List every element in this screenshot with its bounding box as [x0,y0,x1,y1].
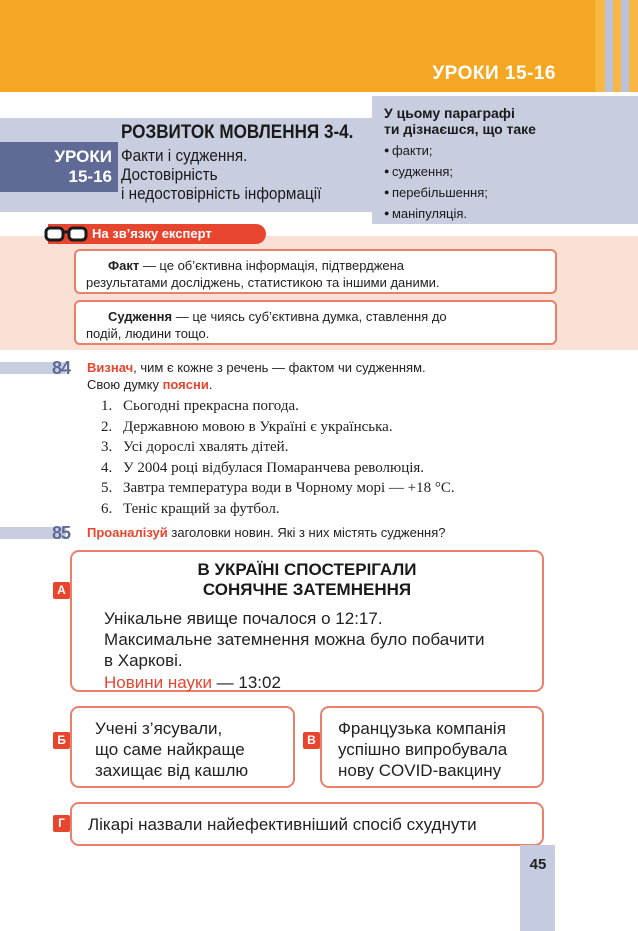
opinion-definition-text: — це чиясь суб’єктивна думка, ставлення до [172,309,447,324]
lesson-subtitle-line: Факти і судження. [121,146,248,165]
lesson-subtitle-line: і недостовірність інформації [121,184,322,203]
exercise-84-instruction-line1 [87,359,426,376]
exercise-85-instruction [87,524,445,541]
sentence-text: Теніс кращий за футбол. [123,500,280,517]
news-a-time: — 13:02 [211,673,281,692]
news-a-body-line: Максимальне затемнення можна було побачити [104,630,485,649]
news-tag-v: В [303,732,320,749]
header-side-strip [595,0,638,92]
news-a-headline-line: СОНЯЧНЕ ЗАТЕМНЕННЯ [202,580,412,599]
exercise-84-verb: поясни [162,377,209,392]
news-a-body-line: в Харкові. [104,651,183,670]
fact-definition-text: — це об’єктивна інформація, підтверджена [139,258,405,273]
paragraph-goals-intro-line: У цьому параграфі [384,105,515,121]
fact-definition-line2: результатами досліджень, статистикою та іншими даними. [86,275,440,290]
opinion-definition-box [74,300,557,345]
sentence-item [101,458,455,479]
glasses-icon [44,225,88,243]
exercise-84-instruction [87,359,426,393]
exercise-84-number: 84 [52,358,71,378]
sentence-text: Сьогодні прекрасна погода. [123,398,299,414]
sentence-text: Усі дорослі хвалять дітей. [123,439,289,455]
exercise-85-verb: Проаналізуй [87,525,168,540]
news-v-text [338,718,507,781]
sentence-text: У 2004 році відбулася Помаранчева революція. [123,459,425,476]
sentence-item [101,396,455,417]
sentence-text: Державною мовою в Україні є українська. [123,418,393,435]
news-card-v [320,706,544,788]
lesson-badge-line2: 15-16 [68,167,112,186]
opinion-definition-line2: подій, людини тощо. [86,326,210,341]
news-v-line: Французька компанія [338,719,506,738]
sentence-item [101,417,455,438]
paragraph-goals-intro [384,105,638,137]
news-v-line: успішно випробувала [338,740,508,759]
news-b-text [95,718,248,781]
sentence-number: 6. [101,500,113,517]
news-card-a [70,550,544,692]
paragraph-goals-intro-line: ти дізнаєшся, що таке [384,121,536,137]
sentence-number: 2. [101,418,113,435]
sentence-item [101,478,455,499]
exercise-84-instruction-line2 [87,376,426,393]
sentence-item [101,437,455,458]
exercise-84-verb: Визнач [87,360,134,375]
opinion-definition-line1 [86,308,545,325]
opinion-term: Судження [108,309,173,324]
sentence-number: 3. [101,439,113,455]
exercise-85-number: 85 [52,523,71,543]
news-tag-g: Г [53,815,70,832]
news-a-source-line [104,673,281,693]
news-b-line: що саме найкраще [95,740,245,759]
news-a-body [104,608,484,671]
news-v-line: нову COVID-вакцину [338,761,502,780]
news-b-line: Учені з’ясували, [95,719,223,738]
news-tag-b: Б [53,732,70,749]
news-a-source: Новини науки [104,673,212,692]
lesson-subtitle [121,146,321,203]
paragraph-goal-item: ● факти; [384,140,638,161]
exercise-84-text: Свою думку [87,377,163,392]
sentence-text: Завтра температура води в Чорному морі — +18 °С. [123,480,455,496]
expert-header-label: На зв’язку експерт [92,226,212,241]
news-g-text: Лікарі назвали найефективніший спосіб схуднути [88,815,477,834]
fact-definition-line1 [86,257,545,274]
paragraph-goals-box [372,96,638,224]
exercise-84-text: . [208,377,213,392]
sentence-number: 1. [101,398,113,414]
fact-definition-box [74,249,557,294]
paragraph-goal-item: ● маніпуляція. [384,203,638,224]
header-lesson-label: УРОКИ 15-16 [432,63,556,84]
exercise-85-text: заголовки новин. Які з них містять судження? [167,525,446,540]
paragraph-goals-list [384,140,638,224]
exercise-84-sentence-list [101,396,455,519]
paragraph-goal-item: ● перебільшення; [384,182,638,203]
news-b-line: захищає від кашлю [95,761,249,780]
lesson-badge-line1: УРОКИ [54,147,112,166]
news-tag-a: А [53,582,70,599]
page-number: 45 [529,856,547,873]
news-a-headline-line: В УКРАЇНІ СПОСТЕРІГАЛИ [197,560,417,579]
fact-term: Факт [108,258,140,273]
lesson-title: РОЗВИТОК МОВЛЕННЯ 3-4. [121,122,354,143]
news-card-g [70,802,544,846]
sentence-number: 4. [101,459,113,476]
lesson-subtitle-line: Достовірність [121,165,218,184]
news-a-body-line: Унікальне явище почалося о 12:17. [104,609,383,628]
sentence-number: 5. [101,480,113,496]
sentence-item [101,499,455,520]
news-a-headline [72,560,542,600]
exercise-84-text: , чим є кожне з речень — фактом чи судженням. [133,360,426,375]
lesson-badge [0,142,118,192]
news-card-b [70,706,295,788]
paragraph-goal-item: ● судження; [384,161,638,182]
